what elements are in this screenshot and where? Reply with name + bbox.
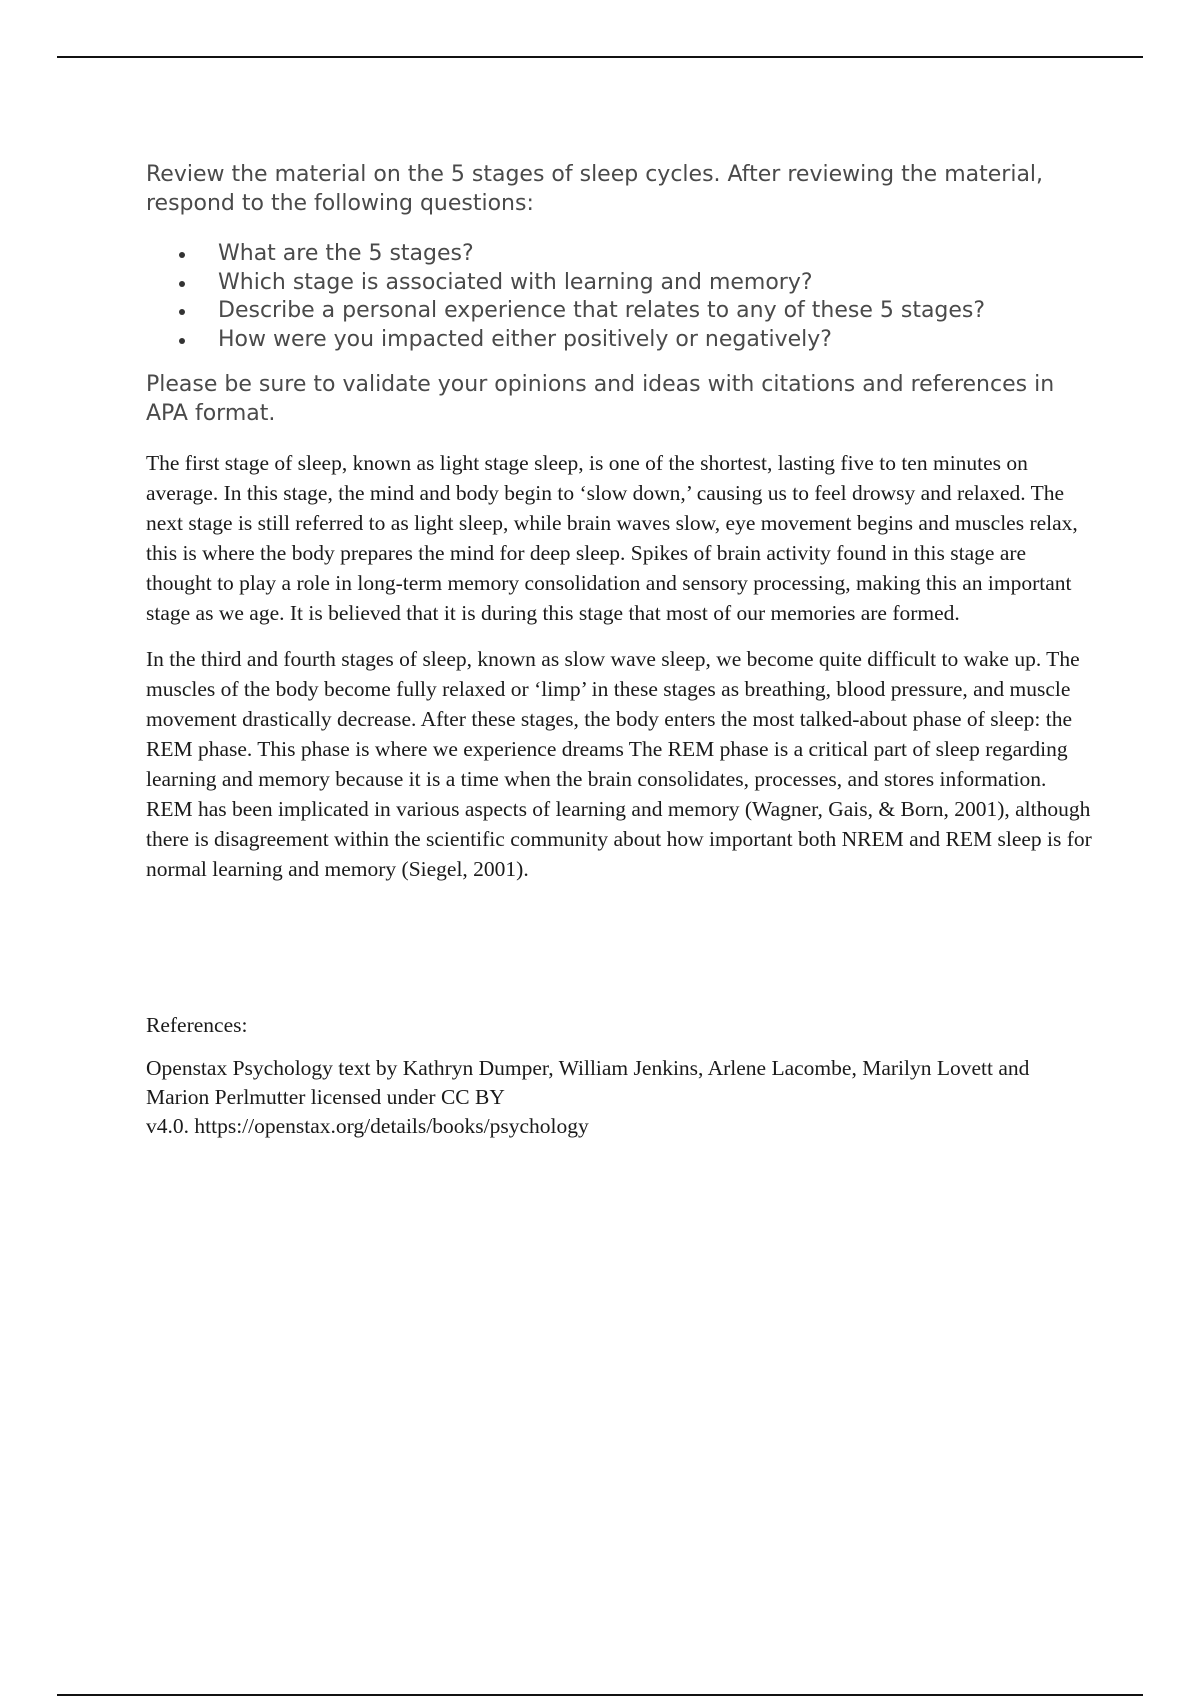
references-heading: References: bbox=[146, 1013, 248, 1037]
question-text: Describe a personal experience that relates to any of these 5 stages? bbox=[218, 298, 986, 323]
reference-entry: Openstax Psychology text by Kathryn Dumper, William Jenkins, Arlene Lacombe, Marilyn Lovett and Marion Perlmutter licensed under CC BY v4.0. https://openstax.org/details/books/psychology bbox=[146, 1056, 1030, 1138]
apa-note: Please be sure to validate your opinions and ideas with citations and references in APA format. bbox=[146, 372, 1055, 426]
bullet-icon bbox=[179, 338, 185, 344]
list-item bbox=[218, 297, 1096, 326]
list-item bbox=[218, 269, 1096, 298]
bullet-icon bbox=[179, 281, 185, 287]
document-body bbox=[146, 160, 1096, 1141]
bullet-icon bbox=[179, 309, 185, 315]
answer-paragraph-1: The first stage of sleep, known as light stage sleep, is one of the shortest, lasting five to ten minutes on average. In this stage, the mind and body begin to ‘slow down,’ causing us to feel drowsy and relaxed. The next stage is still referred to as light sleep, while brain waves slow, eye movement begins and muscles relax, this is where the body prepares the mind for deep sleep. Spikes of brain activity found in this stage are thought to play a role in long-term memory consolidation and sensory processing, making this an important stage as we age. It is believed that it is during this stage that most of our memories are formed. bbox=[146, 451, 1078, 625]
question-list bbox=[146, 240, 1096, 354]
header-rule bbox=[57, 56, 1143, 58]
list-item bbox=[218, 240, 1096, 269]
bullet-icon bbox=[179, 252, 185, 258]
footer-rule bbox=[57, 1694, 1143, 1696]
question-text: Which stage is associated with learning and memory? bbox=[218, 269, 813, 295]
question-text: What are the 5 stages? bbox=[218, 241, 474, 266]
prompt-intro: Review the material on the 5 stages of sleep cycles. After reviewing the material, respond to the following questions: bbox=[146, 162, 1044, 216]
answer-paragraph-2: In the third and fourth stages of sleep, known as slow wave sleep, we become quite difficult to wake up. The muscles of the body become fully relaxed or ‘limp’ in these stages as breathing, blood pressure, and muscle movement drastically decrease. After these stages, the body enters the most talked-about phase of sleep: the REM phase. This phase is where we experience dreams The REM phase is a critical part of sleep regarding learning and memory because it is a time when the brain consolidates, processes, and stores information. REM has been implicated in various aspects of learning and memory (Wagner, Gais, & Born, 2001), although there is disagreement within the scientific community about how important both NREM and REM sleep is for normal learning and memory (Siegel, 2001). bbox=[146, 647, 1092, 881]
question-text: How were you impacted either positively or negatively? bbox=[218, 326, 832, 352]
list-item bbox=[218, 326, 1096, 355]
